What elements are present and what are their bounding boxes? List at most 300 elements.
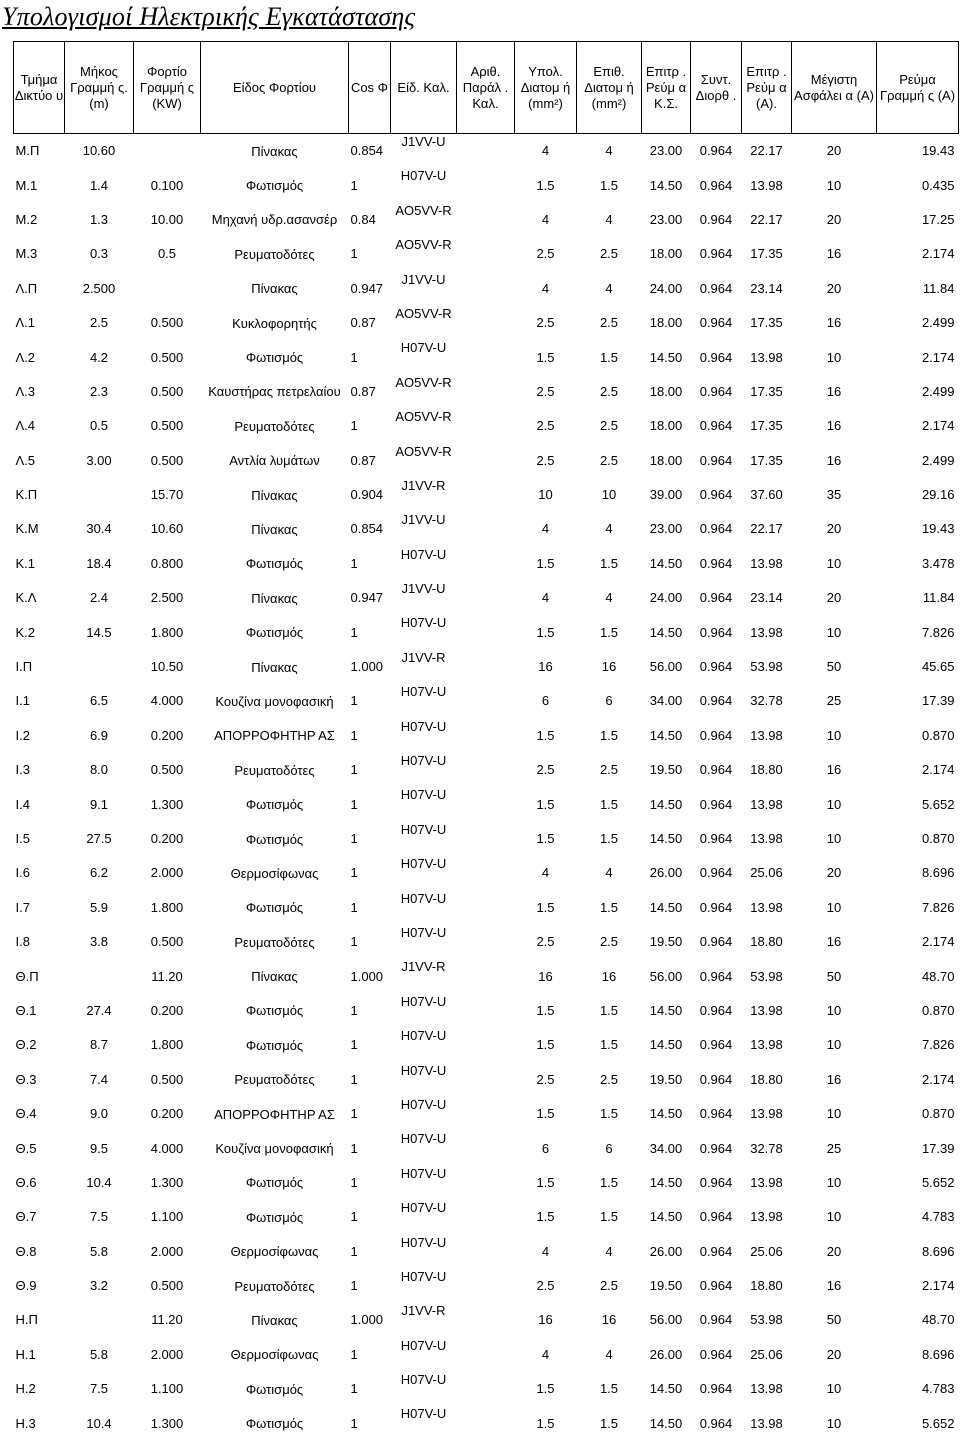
cell-max-fuse: 20 [826, 211, 842, 227]
cell-parallel-cables [457, 237, 515, 271]
cell-load: 0.200 [150, 1106, 184, 1122]
cell-load-type: Θερμοσίφωνας [230, 865, 319, 881]
cell-max-fuse: 10 [826, 727, 842, 743]
cell-cos-phi: 1 [350, 177, 358, 193]
cell-parallel-cables [457, 1028, 515, 1062]
cell-correction-factor: 0.964 [699, 1312, 733, 1328]
cell-allowed-current: 25.06 [750, 1346, 783, 1362]
cell-calc-section: 1.5 [536, 1106, 555, 1122]
cell-correction-factor: 0.964 [699, 1106, 733, 1122]
cell-allowed-current-ks: 19.50 [649, 1278, 683, 1294]
cell-parallel-cables [457, 925, 515, 959]
cell-section: Θ.4 [15, 1106, 37, 1122]
cell-selected-section: 1.5 [599, 1381, 619, 1397]
cell-line-current: 2.174 [921, 418, 955, 434]
cell-correction-factor: 0.964 [699, 1002, 733, 1018]
cell-section: Ι.Π [15, 659, 33, 675]
cell-calc-section: 4 [541, 143, 550, 159]
cell-cos-phi: 0.854 [350, 521, 384, 537]
cell-max-fuse: 35 [826, 487, 842, 503]
cell-allowed-current-ks: 23.00 [649, 143, 683, 159]
cell-load-type: Πίνακας [251, 590, 298, 606]
cell-selected-section: 1.5 [599, 1415, 619, 1431]
table-row [14, 615, 959, 649]
cell-section: Λ.2 [15, 349, 36, 365]
cell-length: 27.4 [86, 1002, 112, 1018]
cell-load-type: Πίνακας [251, 659, 298, 675]
cell-section: Η.2 [15, 1381, 36, 1397]
cell-cable-type: H07V-U [400, 340, 447, 356]
cell-line-current: 7.826 [921, 624, 955, 640]
cell-load: 4.000 [150, 693, 184, 709]
cell-correction-factor: 0.964 [699, 1243, 733, 1259]
cell-allowed-current-ks: 23.00 [649, 211, 683, 227]
cell-allowed-current: 18.80 [750, 762, 783, 778]
cell-allowed-current-ks: 14.50 [649, 1037, 683, 1053]
cell-allowed-current-ks: 14.50 [649, 1209, 683, 1225]
cell-parallel-cables [457, 1235, 515, 1269]
table-row [14, 650, 959, 684]
cell-cos-phi: 1 [350, 693, 358, 709]
cell-length: 18.4 [86, 555, 112, 571]
cell-cable-type: J1VV-R [401, 1303, 446, 1319]
calculations-table [13, 41, 959, 1441]
cell-correction-factor: 0.964 [699, 1415, 733, 1431]
cell-selected-section: 1.5 [599, 1106, 619, 1122]
cell-section: Θ.Π [15, 968, 39, 984]
cell-load-type: Φωτισμός [245, 831, 304, 847]
cell-line-current: 2.174 [921, 762, 955, 778]
cell-allowed-current: 22.17 [750, 143, 783, 159]
cell-selected-section: 2.5 [599, 418, 619, 434]
cell-calc-section: 16 [538, 659, 553, 675]
cell-load: 0.500 [150, 349, 184, 365]
header-allowed-current: Επιτρ . Ρεύμ α (Α). [742, 42, 792, 134]
cell-selected-section: 4 [605, 280, 613, 296]
cell-correction-factor: 0.964 [699, 246, 733, 262]
cell-calc-section: 10 [538, 487, 553, 503]
cell-max-fuse: 16 [826, 762, 842, 778]
cell-line-current: 7.826 [921, 899, 955, 915]
cell-max-fuse: 16 [826, 418, 842, 434]
table-row [14, 1372, 959, 1406]
cell-length: 30.4 [86, 521, 112, 537]
cell-selected-section: 16 [601, 1312, 617, 1328]
cell-selected-section: 1.5 [599, 555, 619, 571]
cell-section: Λ.5 [15, 452, 36, 468]
cell-cos-phi: 0.87 [350, 315, 376, 331]
cell-allowed-current: 18.80 [750, 1071, 783, 1087]
cell-calc-section: 1.5 [536, 555, 555, 571]
cell-cable-type: H07V-U [400, 684, 447, 700]
cell-allowed-current: 13.98 [750, 1174, 783, 1190]
page-title: Υπολογισμοί Ηλεκτρικής Εγκατάστασης [2, 2, 416, 31]
cell-allowed-current: 18.80 [750, 934, 783, 950]
cell-correction-factor: 0.964 [699, 1381, 733, 1397]
cell-allowed-current-ks: 18.00 [649, 418, 683, 434]
cell-load-type: Φωτισμός [245, 797, 304, 813]
cell-section: Ι.5 [15, 831, 30, 846]
cell-cos-phi: 1 [350, 899, 358, 915]
cell-max-fuse: 25 [826, 1140, 842, 1156]
cell-cable-type: H07V-U [400, 924, 447, 940]
cell-cable-type: H07V-U [400, 993, 447, 1009]
cell-allowed-current: 53.98 [750, 1312, 783, 1328]
cell-cos-phi: 0.947 [350, 590, 384, 606]
cell-load: 0.200 [150, 1002, 184, 1018]
cell-load: 1.300 [150, 1174, 184, 1190]
cell-calc-section: 1.5 [536, 624, 555, 640]
cell-parallel-cables [457, 787, 515, 821]
cell-correction-factor: 0.964 [699, 1037, 733, 1053]
cell-length: 6.2 [89, 865, 109, 881]
cell-parallel-cables [457, 375, 515, 409]
cell-selected-section: 1.5 [599, 1209, 619, 1225]
cell-parallel-cables [457, 1131, 515, 1165]
table-row [14, 340, 959, 374]
cell-parallel-cables [457, 891, 515, 925]
cell-section: Ι.3 [15, 762, 30, 778]
cell-correction-factor: 0.964 [699, 899, 733, 915]
cell-cos-phi: 0.87 [350, 383, 376, 399]
cell-max-fuse: 10 [826, 177, 842, 193]
cell-max-fuse: 10 [826, 1381, 842, 1397]
cell-selected-section: 1.5 [599, 727, 619, 743]
cell-length: 5.9 [89, 899, 109, 915]
cell-calc-section: 2.5 [536, 315, 555, 331]
cell-section: Ι.8 [15, 934, 30, 950]
cell-max-fuse: 16 [826, 383, 842, 399]
cell-cable-type: J1VV-U [401, 581, 446, 597]
cell-selected-section: 16 [601, 968, 617, 984]
cell-cos-phi: 1 [350, 349, 358, 365]
cell-load-type: Φωτισμός [245, 900, 304, 916]
cell-calc-section: 2.5 [536, 934, 555, 950]
cell-allowed-current: 22.17 [750, 521, 783, 537]
cell-length: 2.3 [89, 383, 109, 399]
header-calc-section: Υπολ. Διατομ ή (mm²) [515, 42, 577, 134]
cell-selected-section: 2.5 [599, 1278, 619, 1294]
cell-correction-factor: 0.964 [699, 865, 733, 881]
cell-correction-factor: 0.964 [699, 349, 733, 365]
cell-section: Ι.4 [15, 796, 30, 812]
cell-selected-section: 4 [605, 590, 613, 606]
cell-cable-type: H07V-U [400, 1096, 447, 1112]
cell-correction-factor: 0.964 [699, 796, 733, 812]
cell-allowed-current: 13.98 [750, 1415, 783, 1431]
cell-cos-phi: 1 [350, 831, 358, 846]
cell-length: 3.8 [89, 934, 109, 950]
cell-selected-section: 1.5 [599, 1037, 619, 1053]
cell-selected-section: 1.5 [599, 831, 619, 846]
cell-section: Θ.1 [15, 1002, 37, 1018]
cell-line-current: 11.84 [922, 280, 955, 296]
cell-cable-type: H07V-U [400, 1062, 447, 1078]
cell-allowed-current: 23.14 [750, 590, 783, 606]
cell-load: 10.00 [150, 211, 184, 227]
cell-max-fuse: 10 [826, 1106, 842, 1122]
cell-parallel-cables [457, 1200, 515, 1234]
cell-allowed-current: 32.78 [750, 1140, 783, 1156]
cell-allowed-current: 13.98 [750, 177, 783, 193]
cell-length: 1.3 [89, 211, 109, 227]
cell-cos-phi: 1 [350, 1346, 358, 1362]
cell-length: 10.4 [86, 1174, 112, 1190]
header-correction-factor: Συντ. Διορθ . [691, 42, 742, 134]
cell-parallel-cables [457, 134, 515, 169]
cell-correction-factor: 0.964 [699, 1209, 733, 1225]
cell-cable-type: J1VV-U [401, 271, 446, 287]
header-cos-phi: Cos Φ [349, 42, 391, 134]
cell-allowed-current-ks: 34.00 [649, 1140, 683, 1156]
cell-load: 1.800 [150, 624, 184, 640]
cell-correction-factor: 0.964 [699, 968, 733, 984]
cell-calc-section: 4 [541, 521, 550, 537]
cell-load-type: Ρευματοδότες [234, 762, 315, 778]
cell-section: Μ.1 [15, 177, 38, 193]
cell-load-type: Φωτισμός [245, 1381, 304, 1397]
cell-cos-phi: 1 [350, 865, 358, 881]
cell-load: 0.500 [150, 452, 184, 468]
cell-calc-section: 16 [538, 968, 553, 984]
cell-section: Η.1 [15, 1346, 36, 1362]
table-row [14, 237, 959, 271]
cell-allowed-current-ks: 34.00 [649, 693, 683, 709]
cell-load-type: Φωτισμός [245, 556, 304, 572]
cell-allowed-current: 53.98 [750, 659, 783, 675]
cell-selected-section: 2.5 [599, 383, 619, 399]
cell-line-current: 2.499 [921, 383, 955, 399]
cell-line-current: 0.870 [921, 1106, 955, 1122]
cell-selected-section: 1.5 [599, 349, 619, 365]
header-allowed-current-ks: Επιτρ . Ρεύμ α Κ.Σ. [642, 42, 691, 134]
cell-max-fuse: 20 [826, 1243, 842, 1259]
cell-max-fuse: 10 [826, 1037, 842, 1053]
cell-line-current: 0.870 [921, 831, 955, 846]
cell-length: 4.2 [89, 349, 109, 365]
cell-load-type: Καυστήρας πετρελαίου [208, 384, 341, 400]
cell-cable-type: H07V-U [400, 1268, 447, 1284]
cell-cable-type: J1VV-R [401, 959, 446, 975]
cell-cable-type: H07V-U [400, 1028, 447, 1044]
cell-load: 10.60 [150, 521, 184, 537]
cell-line-current: 48.70 [921, 968, 955, 984]
cell-correction-factor: 0.964 [699, 418, 733, 434]
cell-section: Θ.7 [15, 1209, 37, 1225]
cell-load-type: Κουζίνα μονοφασική [215, 693, 334, 709]
cell-max-fuse: 10 [826, 349, 842, 365]
cell-length: 7.5 [89, 1209, 109, 1225]
cell-correction-factor: 0.964 [699, 659, 733, 675]
cell-cable-type: H07V-U [400, 1234, 447, 1250]
cell-allowed-current: 13.98 [750, 624, 783, 640]
cell-max-fuse: 10 [826, 624, 842, 640]
cell-line-current: 2.499 [921, 452, 955, 468]
cell-load-type: Φωτισμός [245, 1209, 304, 1225]
cell-max-fuse: 50 [826, 1312, 842, 1328]
cell-cable-type: H07V-U [400, 546, 447, 562]
cell-load-type: Κυκλοφορητής [232, 315, 317, 331]
cell-calc-section: 1.5 [536, 1381, 555, 1397]
cell-section: Μ.Π [15, 143, 40, 159]
cell-correction-factor: 0.964 [699, 1071, 733, 1087]
cell-load-type: Φωτισμός [245, 1416, 304, 1432]
cell-length: 0.5 [89, 418, 109, 434]
cell-cos-phi: 1 [350, 1037, 358, 1053]
table-row [14, 1303, 959, 1337]
cell-cable-type: J1VV-R [401, 649, 446, 665]
cell-calc-section: 4 [541, 590, 550, 606]
cell-load-type: Πίνακας [251, 143, 298, 159]
cell-allowed-current: 13.98 [750, 1002, 783, 1018]
cell-parallel-cables [457, 1338, 515, 1372]
table-row [14, 306, 959, 340]
cell-section: Ι.7 [15, 899, 30, 915]
cell-cos-phi: 1 [350, 1209, 358, 1225]
cell-length: 3.00 [86, 452, 112, 468]
cell-correction-factor: 0.964 [699, 934, 733, 950]
cell-load: 2.000 [150, 1243, 184, 1259]
cell-cos-phi: 1 [350, 1002, 358, 1018]
cell-selected-section: 1.5 [599, 1002, 619, 1018]
cell-correction-factor: 0.964 [699, 555, 733, 571]
cell-calc-section: 2.5 [536, 1278, 555, 1294]
cell-load: 0.200 [150, 831, 184, 846]
cell-selected-section: 1.5 [599, 624, 619, 640]
cell-parallel-cables [457, 650, 515, 684]
cell-selected-section: 1.5 [599, 899, 619, 915]
cell-line-current: 4.783 [921, 1381, 955, 1397]
cell-correction-factor: 0.964 [699, 487, 733, 503]
cell-section: Μ.3 [15, 246, 38, 262]
cell-length [65, 478, 134, 512]
cell-parallel-cables [457, 1372, 515, 1406]
cell-load-type: ΑΠΟΡΡΟΦΗΤΗΡ ΑΣ [214, 728, 335, 744]
cell-allowed-current-ks: 18.00 [649, 383, 683, 399]
cell-load: 1.300 [150, 796, 184, 812]
cell-cable-type: H07V-U [400, 856, 447, 872]
cell-load: 0.500 [150, 1278, 184, 1294]
cell-selected-section: 1.5 [599, 1174, 619, 1190]
cell-cable-type: H07V-U [400, 1200, 447, 1216]
cell-cable-type: H07V-U [400, 753, 447, 769]
cell-load: 0.200 [150, 727, 184, 743]
cell-allowed-current-ks: 18.00 [649, 315, 683, 331]
cell-length: 6.9 [89, 727, 109, 743]
cell-length: 9.1 [89, 796, 109, 812]
cell-max-fuse: 10 [826, 1209, 842, 1225]
cell-line-current: 5.652 [921, 796, 955, 812]
cell-allowed-current-ks: 56.00 [649, 659, 683, 675]
cell-cable-type: H07V-U [400, 890, 447, 906]
cell-calc-section: 1.5 [536, 1415, 555, 1431]
cell-allowed-current-ks: 14.50 [649, 1002, 683, 1018]
cell-section: Θ.5 [15, 1140, 37, 1156]
cell-allowed-current: 13.98 [750, 349, 783, 365]
cell-allowed-current-ks: 19.50 [649, 934, 683, 950]
cell-calc-section: 16 [538, 1312, 553, 1328]
cell-selected-section: 16 [601, 659, 617, 675]
cell-cos-phi: 0.84 [350, 211, 376, 227]
header-parallel-cables: Αριθ. Παράλ . Καλ. [457, 42, 515, 134]
cell-allowed-current-ks: 56.00 [649, 968, 683, 984]
cell-selected-section: 4 [605, 1346, 613, 1362]
cell-max-fuse: 10 [826, 1002, 842, 1018]
cell-line-current: 2.499 [921, 315, 955, 331]
cell-max-fuse: 10 [826, 555, 842, 571]
cell-allowed-current: 13.98 [750, 899, 783, 915]
cell-length: 7.5 [89, 1381, 109, 1397]
cell-length: 5.8 [89, 1346, 109, 1362]
cell-allowed-current-ks: 18.00 [649, 246, 683, 262]
cell-allowed-current: 13.98 [750, 1381, 783, 1397]
cell-parallel-cables [457, 168, 515, 202]
cell-load: 1.800 [150, 899, 184, 915]
cell-allowed-current-ks: 14.50 [649, 624, 683, 640]
cell-load-type: Φωτισμός [245, 1175, 304, 1191]
cell-line-current: 0.870 [921, 727, 955, 743]
cell-section: Η.Π [15, 1312, 38, 1328]
cell-load: 2.500 [150, 590, 184, 606]
cell-calc-section: 2.5 [536, 246, 555, 262]
cell-cable-type: H07V-U [400, 1165, 447, 1181]
cell-allowed-current-ks: 14.50 [649, 177, 683, 193]
cell-parallel-cables [457, 822, 515, 856]
cell-load-type: Πίνακας [251, 521, 298, 537]
cell-cos-phi: 1.000 [350, 968, 384, 984]
cell-cable-type: AO5VV-R [395, 443, 452, 459]
cell-cos-phi: 1 [350, 1106, 358, 1122]
cell-allowed-current: 37.60 [750, 487, 783, 503]
cell-max-fuse: 20 [826, 865, 842, 881]
cell-calc-section: 1.5 [536, 796, 555, 812]
table-row [14, 1097, 959, 1131]
cell-max-fuse: 10 [826, 1174, 842, 1190]
cell-allowed-current: 17.35 [750, 418, 783, 434]
cell-load: 0.5 [157, 246, 177, 262]
cell-selected-section: 2.5 [599, 934, 619, 950]
cell-parallel-cables [457, 719, 515, 753]
cell-cos-phi: 1 [350, 1243, 358, 1259]
cell-selected-section: 4 [605, 1243, 613, 1259]
cell-parallel-cables [457, 409, 515, 443]
table-row [14, 1406, 959, 1440]
cell-max-fuse: 20 [826, 590, 842, 606]
cell-length [65, 959, 134, 993]
header-line-current: Ρεύμα Γραμμή ς (Α) [877, 42, 959, 134]
cell-parallel-cables [457, 547, 515, 581]
cell-load: 11.20 [151, 968, 183, 984]
cell-allowed-current: 17.35 [750, 246, 783, 262]
cell-load-type: Ρευματοδότες [234, 1072, 315, 1088]
cell-calc-section: 4 [541, 865, 550, 881]
table-row [14, 1200, 959, 1234]
table-row [14, 822, 959, 856]
table-row [14, 925, 959, 959]
cell-allowed-current-ks: 14.50 [649, 1106, 683, 1122]
cell-calc-section: 4 [541, 1346, 550, 1362]
cell-parallel-cables [457, 1063, 515, 1097]
cell-load-type: Ρευματοδότες [234, 246, 315, 262]
cell-calc-section: 1.5 [536, 831, 555, 846]
cell-allowed-current: 25.06 [750, 1243, 783, 1259]
cell-load: 1.300 [150, 1415, 184, 1431]
cell-load-type: Αντλία λυμάτων [229, 453, 320, 469]
cell-line-current: 5.652 [921, 1415, 955, 1431]
cell-correction-factor: 0.964 [699, 762, 733, 778]
cell-cos-phi: 0.854 [350, 143, 384, 159]
cell-max-fuse: 50 [826, 968, 842, 984]
